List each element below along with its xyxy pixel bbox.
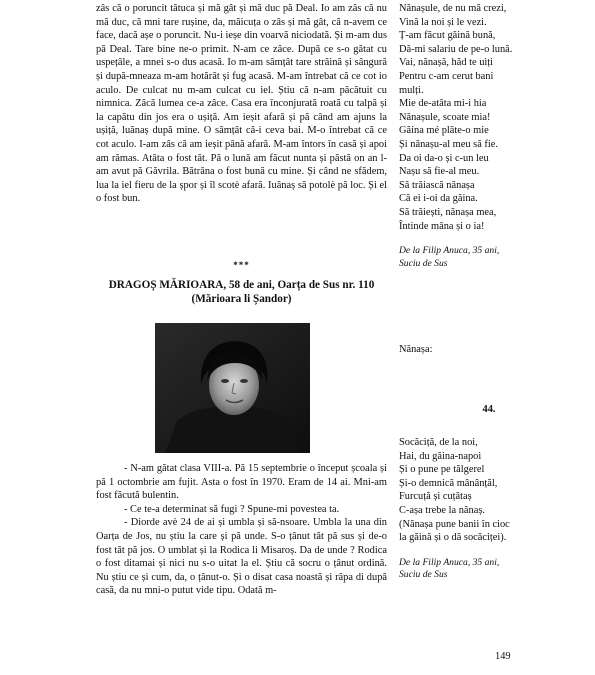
poem-line: Hai, du găina-napoi <box>399 450 482 462</box>
story-paragraph: - N-am gătat clasa VIII-a. Pă 15 septembrie o început școala și pă 1 octombrie am fujit. Asta o fost în 1970. Eram de 14 ai. Mni-am fost făcută bulentin. <box>96 463 387 502</box>
poem-number: 44. <box>482 404 496 415</box>
poem-line: Și o pune pe tălgerel <box>399 464 485 476</box>
right-column-poem <box>399 2 579 270</box>
section-separator: *** <box>233 260 250 270</box>
poem-line: Să trăiești, nănașa mea, <box>399 206 497 218</box>
poem-line: Nănașule, scoate mia! <box>399 111 491 123</box>
poem-source-place: Suciu de Sus <box>399 569 448 581</box>
poem-line: Să trăiască nănașa <box>399 179 475 191</box>
poem-line: C-așa trebe la nănaș. <box>399 504 485 516</box>
poem-line: Găina mé plăte-o mie <box>399 125 489 137</box>
interview-story <box>96 462 387 598</box>
heading-nickname-line: (Mărioara li Șandor) <box>191 293 292 305</box>
poem-line: Da oi da-o și c-un leu <box>399 152 489 164</box>
poem-line: Nașu să fie-al meu. <box>399 166 480 178</box>
poem-line: Că ei i-oi da găina. <box>399 193 478 205</box>
poem-source: De la Filip Anuca, 35 ani, <box>399 556 500 568</box>
heading-name-line: DRAGOȘ MĂRIOARA, 58 de ani, Oarța de Sus nr. 110 <box>108 279 375 291</box>
poem-line: Socăciță, de la noi, <box>399 437 478 448</box>
poem-line: (Nănașa pune banii în cioc <box>399 518 510 530</box>
poem-source-place: Suciu de Sus <box>399 257 448 269</box>
poem-line: mulți. <box>399 84 424 96</box>
poem-line: Dă-mi salariu de pe-o lună. <box>399 43 513 55</box>
section-heading <box>96 278 387 306</box>
poem-source: De la Filip Anuca, 35 ani, <box>399 245 500 257</box>
poem-line: Pentru c-am cerut bani <box>399 70 494 82</box>
poem-line: la găină și o dă socăciței). <box>399 532 507 544</box>
portrait-image <box>155 323 310 453</box>
page-number: 149 <box>495 651 511 662</box>
poem-line: Nănașule, de nu mă crezi, <box>399 3 507 14</box>
left-column-top <box>96 2 387 206</box>
poem-line: Și-o demnică mânânțăl, <box>399 477 498 489</box>
story-paragraph: - Ce te-a determinat să fugi ? Spune-mi povestea ta. <box>124 503 340 515</box>
poem-line: Și nănașu-al meu să fie. <box>399 138 498 150</box>
nanasa-label: Nănașa: <box>399 344 433 355</box>
poem-line: Întinde mâna și o ia! <box>399 220 485 232</box>
left-top-paragraph: zâs că o poruncit tătuca și mă gât și mă duc pă Deal. Io am zâs că nu mă duc, că mni tare rușine, da, măicuța o zâs și mă gât, că n-avem ce face, dacă așe o poruncit. Nu-i ieșe din voarvă niciodată. Și m-am dus pă Deal. Tare bine ne-o primit. N-am ce zâce. După ce s-o gătat cu uspețâle, a mnei s-o dus acasă. Io m-am sâmțât tare străină și sângură și după-mneaza m-am hotărât și fug acasă. M-am întrebat că ce cot io aculo. De culcat nu m-am culcat cu iel. Știu că n-am păcătuit cu nimnica. Zâcă lumea ce-a zâce. Casa era înconjurată roată cu talpă și la capătu din jos era o ușiță. Am ieșit afară și pă când am ajuns la ușiță, luănaș după mine. O sâmțât că-i ceva bai. M-o întrebat că ce cot aculo. I-am zâs că am ieșit până afară. M-am întors în casă și apoi am rămas. Atâta o fost tăt. Pă o lună am făcut nunta și păstă on an l-am avut pă Găvrila. Bătrâna o fost bună cu mine. Și când ne sfădem, lua la iel fieru de la șpor și îl scotè afară. Iuănaș să potolè pă loc. Și el o fost bun. <box>96 3 387 205</box>
poem-line: Vină la noi și le vezi. <box>399 16 487 28</box>
poem-line: Ț-am făcut găină bună, <box>399 30 496 42</box>
portrait-photo <box>155 323 310 453</box>
poem-line: Vai, nănașă, hăd te uiți <box>399 57 494 69</box>
story-paragraph: - Diorde avè 24 de ai și umbla și să-nsoare. Umbla la una din Oarța de Jos, nu știu la care și pă unde. S-o țânut tăt pă sus și de-o fost tăt pă jos. O umblat și la Rodica li Misaroș. Da de unde ? Rodica o fost ditamai și nici nu s-o uitat la el. Știu că socru o țânut ordină. Nu știu ce și cum, da, o țânut-o. Și o disat casa noastă și râpa di după casă, da nu mni-o putut vide tipu. Odată m- <box>96 517 387 597</box>
poem-line: Furcuță și cuțătaș <box>399 491 472 503</box>
second-poem <box>399 436 579 582</box>
poem-line: Mie de-atâta mi-i hia <box>399 98 487 110</box>
